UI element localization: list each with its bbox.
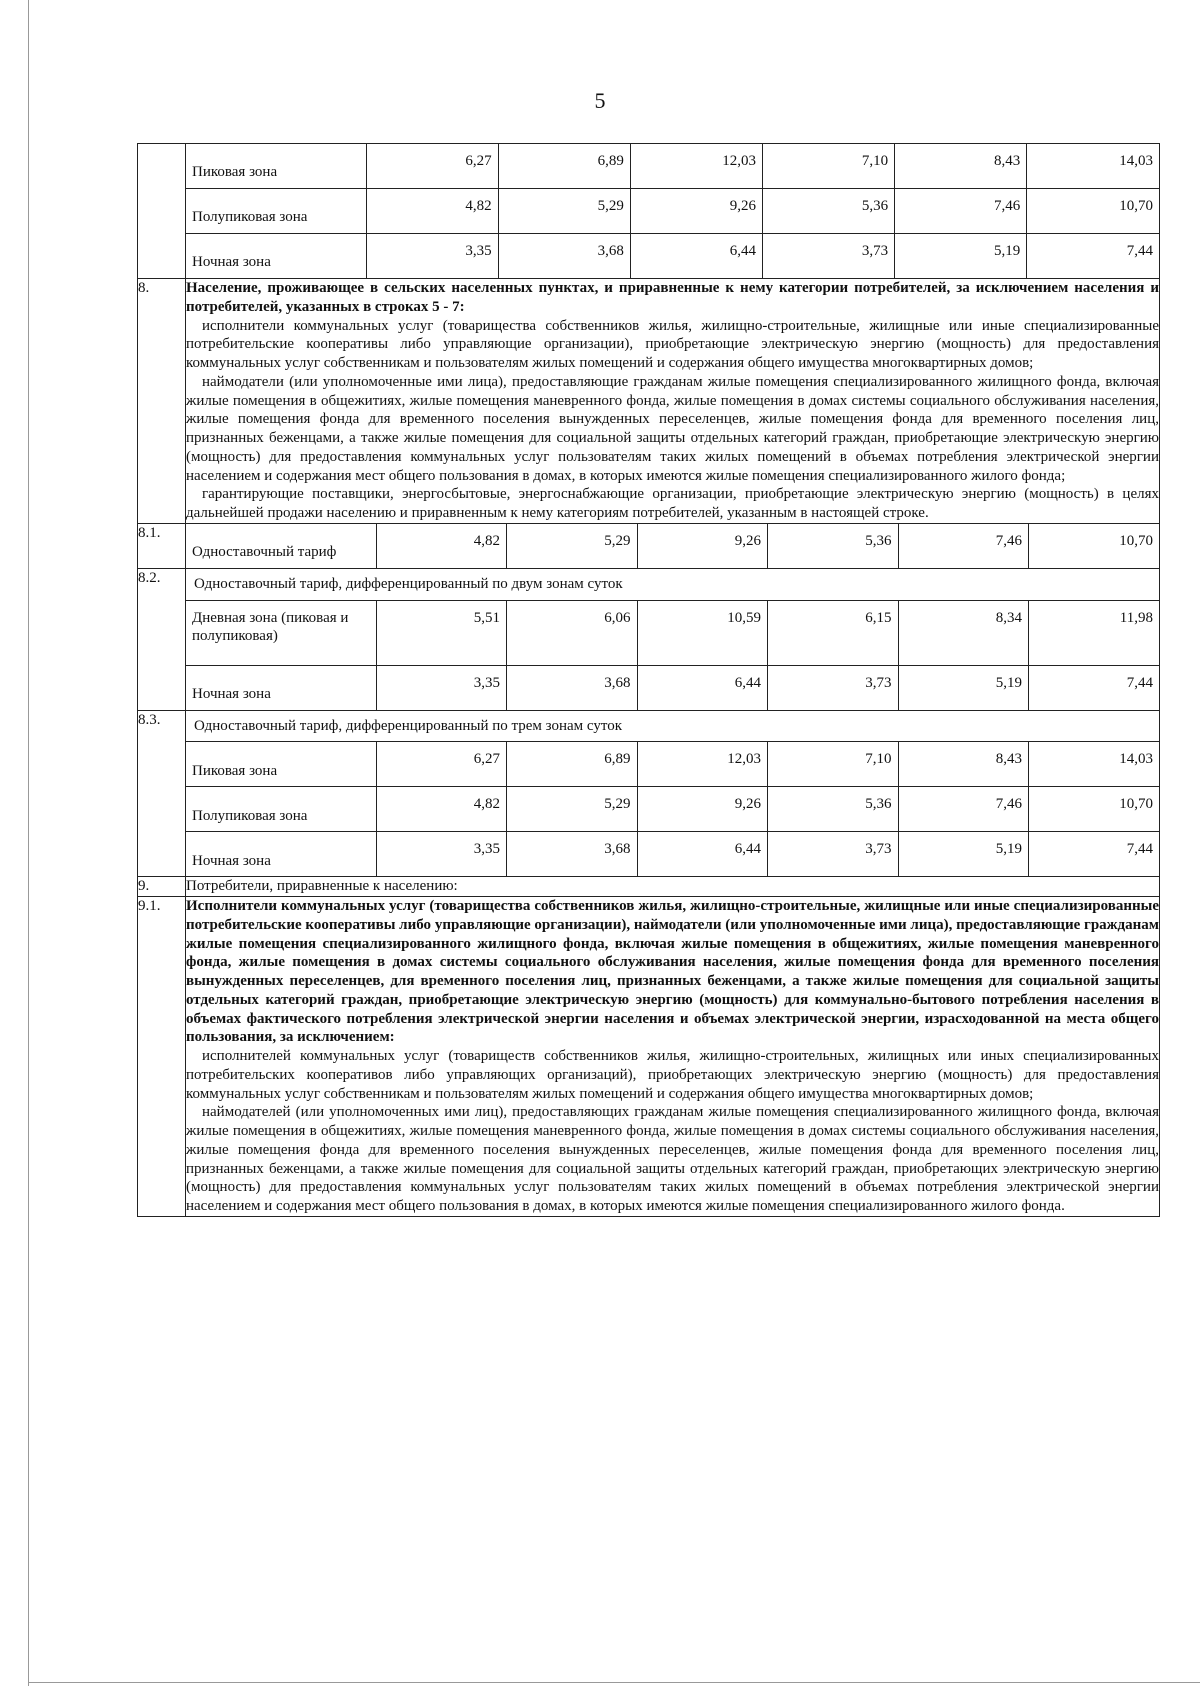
tariff-value: 3,73 <box>762 234 894 279</box>
paragraph: исполнителей коммунальных услуг (товариществ собственников жилья, жилищно-строительных, жилищных или иных специализированных потребительских кооперативов либо управляющих организаций), приобретающих электрическую энергию (мощность) для предоставления коммунальных услуг собственникам и пользователям жилых помещений и содержания общего имущества многоквартирных домов; <box>186 1048 1159 1102</box>
row-description <box>186 279 1160 524</box>
tariff-value: 3,35 <box>376 832 507 877</box>
tariff-value: 6,89 <box>498 144 630 189</box>
tariff-value: 9,26 <box>630 189 762 234</box>
table-row <box>186 524 1159 568</box>
section-heading: Исполнители коммунальных услуг (товарищества собственников жилья, жилищно-строительные, жилищные или иные специализированные потребительские кооперативы либо управляющие организации), наймодатели (или уполномоченные ими лица), предоставляющие гражданам жилые помещения специализированного жилищного фонда, включая жилые помещения в общежитиях, жилые помещения маневренного фонда, жилые помещения в домах системы социального обслуживания населения, жилые помещения фонда для временного поселения вынужденных переселенцев, для временного поселения лиц, признанных беженцами, а также жилые помещения для социальной защиты отдельных категорий граждан, приобретающие электрическую энергию (мощность) для коммунально-бытового потребления населения в объемах фактического потребления электрической энергии населения и объемах электрической энергии, израсходованной на места общего пользования, за исключением: <box>186 898 1159 1046</box>
table-row <box>138 710 1160 877</box>
tariff-value: 10,70 <box>1027 189 1159 234</box>
tariff-value: 6,06 <box>507 601 638 666</box>
tariff-value: 5,19 <box>898 665 1029 710</box>
zone-label: Ночная зона <box>186 665 376 710</box>
tariff-value: 8,43 <box>895 144 1027 189</box>
row-content <box>186 523 1160 568</box>
table-row <box>186 742 1159 787</box>
paragraph: наймодатели (или уполномоченные ими лица), предоставляющие гражданам жилые помещения специализированного жилищного фонда, включая жилые помещения в общежитиях, жилые помещения маневренного фонда, жилые помещения в домах системы социального обслуживания населения, жилые помещения фонда для временного поселения вынужденных переселенцев, жилые помещения фонда для временного поселения лиц, признанных беженцами, а также жилые помещения для социальной защиты отдельных категорий граждан, приобретающие электрическую энергию (мощность) для предоставления коммунальных услуг пользователям таких жилых помещений в объемах потребления электрической энергии населением и содержания мест общего пользования в домах, в которых имеются жилые помещения специализированного жилого фонда; <box>186 373 1159 484</box>
paragraph: наймодателей (или уполномоченных ими лиц), предоставляющих гражданам жилые помещения специализированного жилищного фонда, включая жилые помещения в общежитиях, жилые помещения маневренного фонда, жилые помещения в домах системы социального обслуживания населения, жилые помещения фонда для временного поселения вынужденных переселенцев, жилые помещения фонда для временного поселения лиц, признанных беженцами, а также жилые помещения для социальной защиты отдельных категорий граждан, приобретающих электрическую энергию (мощность) для предоставления коммунальных услуг пользователям таких жилых помещений в объемах потребления электрической энергии населением и содержания мест общего пользования в домах, в которых имеются жилые помещения специализированного жилого фонда. <box>186 1104 1159 1214</box>
tariff-table <box>137 143 1160 1217</box>
zone-table <box>186 742 1159 876</box>
row-number: 8. <box>138 279 186 524</box>
tariff-value: 3,35 <box>366 234 498 279</box>
tariff-value: 10,59 <box>637 601 768 666</box>
tariff-value: 5,36 <box>762 189 894 234</box>
tariff-value: 3,35 <box>376 665 507 710</box>
row-description <box>186 897 1160 1217</box>
tariff-value: 14,03 <box>1027 144 1159 189</box>
tariff-value: 3,73 <box>768 665 899 710</box>
zone-label: Дневная зона (пиковая и полупиковая) <box>186 601 376 666</box>
tariff-value: 6,15 <box>768 601 899 666</box>
table-row <box>138 568 1160 710</box>
tariff-value: 5,51 <box>376 601 507 666</box>
tariff-value: 5,36 <box>768 787 899 832</box>
tariff-value: 12,03 <box>637 742 768 787</box>
tariff-value: 12,03 <box>630 144 762 189</box>
tariff-value: 7,44 <box>1027 234 1159 279</box>
table-row <box>186 665 1159 710</box>
zone-label: Полупиковая зона <box>186 787 376 832</box>
table-row <box>138 279 1160 524</box>
tariff-value: 10,70 <box>1029 524 1160 568</box>
tariff-value: 5,36 <box>768 524 899 568</box>
tariff-value: 5,29 <box>507 787 638 832</box>
row-content <box>186 144 1160 279</box>
tariff-title: Одноставочный тариф, дифференцированный по трем зонам суток <box>186 711 1159 743</box>
tariff-value: 5,29 <box>507 524 638 568</box>
row-number <box>138 144 186 279</box>
row-description: Потребители, приравненные к населению: <box>186 877 1160 897</box>
tariff-value: 6,89 <box>507 742 638 787</box>
tariff-value: 5,19 <box>895 234 1027 279</box>
row-number: 9.1. <box>138 897 186 1217</box>
tariff-value: 3,68 <box>498 234 630 279</box>
zone-label: Пиковая зона <box>186 742 376 787</box>
table-row <box>186 832 1159 877</box>
tariff-value: 7,46 <box>898 787 1029 832</box>
row-content <box>186 568 1160 710</box>
tariff-value: 8,34 <box>898 601 1029 666</box>
paragraph: исполнители коммунальных услуг (товарищества собственников жилья, жилищно-строительные, жилищные или иные специализированные потребительские кооперативы либо управляющие организации), приобретающие электрическую энергию (мощность) для предоставления коммунальных услуг собственникам и пользователям жилых помещений и содержания общего имущества многоквартирных домов; <box>186 317 1159 371</box>
page-edge-bottom <box>28 1682 1200 1683</box>
tariff-value: 7,10 <box>762 144 894 189</box>
tariff-value: 14,03 <box>1029 742 1160 787</box>
tariff-value: 7,46 <box>898 524 1029 568</box>
tariff-value: 3,68 <box>507 665 638 710</box>
tariff-value: 6,44 <box>637 832 768 877</box>
row-number: 9. <box>138 877 186 897</box>
tariff-value: 4,82 <box>376 524 507 568</box>
tariff-value-table <box>186 524 1159 568</box>
tariff-value: 4,82 <box>376 787 507 832</box>
zone-label: Пиковая зона <box>186 144 366 189</box>
tariff-value: 4,82 <box>366 189 498 234</box>
zone-label: Полупиковая зона <box>186 189 366 234</box>
page-number: 5 <box>594 88 606 113</box>
table-row <box>186 234 1159 279</box>
tariff-value: 6,27 <box>376 742 507 787</box>
row-number: 8.1. <box>138 523 186 568</box>
tariff-value: 3,68 <box>507 832 638 877</box>
page-edge-left <box>28 0 29 1686</box>
tariff-title: Одноставочный тариф, дифференцированный по двум зонам суток <box>186 569 1159 601</box>
tariff-value: 8,43 <box>898 742 1029 787</box>
table-row <box>186 189 1159 234</box>
tariff-value: 6,27 <box>366 144 498 189</box>
row-number: 8.3. <box>138 710 186 877</box>
tariff-value: 7,46 <box>895 189 1027 234</box>
tariff-value: 5,29 <box>498 189 630 234</box>
tariff-value: 10,70 <box>1029 787 1160 832</box>
section-heading: Население, проживающее в сельских населенных пунктах, и приравненные к нему категории потребителей, за исключением населения и потребителей, указанных в строках 5 - 7: <box>186 280 1159 315</box>
table-row <box>138 523 1160 568</box>
table-row <box>138 897 1160 1217</box>
table-row <box>186 601 1159 666</box>
paragraph: гарантирующие поставщики, энергосбытовые, энергоснабжающие организации, приобретающие электрическую энергию (мощность) в целях дальнейшей продажи населению и приравненным к нему категориям потребителей, указанным в настоящей строке. <box>186 486 1159 521</box>
zone-label: Ночная зона <box>186 832 376 877</box>
row-number: 8.2. <box>138 568 186 710</box>
tariff-value: 7,44 <box>1029 832 1160 877</box>
zone-table <box>186 601 1159 710</box>
tariff-value: 7,10 <box>768 742 899 787</box>
table-row <box>186 144 1159 189</box>
tariff-value: 6,44 <box>637 665 768 710</box>
tariff-value: 9,26 <box>637 524 768 568</box>
tariff-value: 3,73 <box>768 832 899 877</box>
table-row <box>186 787 1159 832</box>
tariff-value: 5,19 <box>898 832 1029 877</box>
tariff-value: 9,26 <box>637 787 768 832</box>
tariff-value: 6,44 <box>630 234 762 279</box>
tariff-value: 7,44 <box>1029 665 1160 710</box>
tariff-label: Одноставочный тариф <box>186 524 376 568</box>
table-row <box>138 144 1160 279</box>
tariff-value: 11,98 <box>1029 601 1160 666</box>
row-content <box>186 710 1160 877</box>
table-row <box>138 877 1160 897</box>
zone-table <box>186 144 1159 278</box>
zone-label: Ночная зона <box>186 234 366 279</box>
